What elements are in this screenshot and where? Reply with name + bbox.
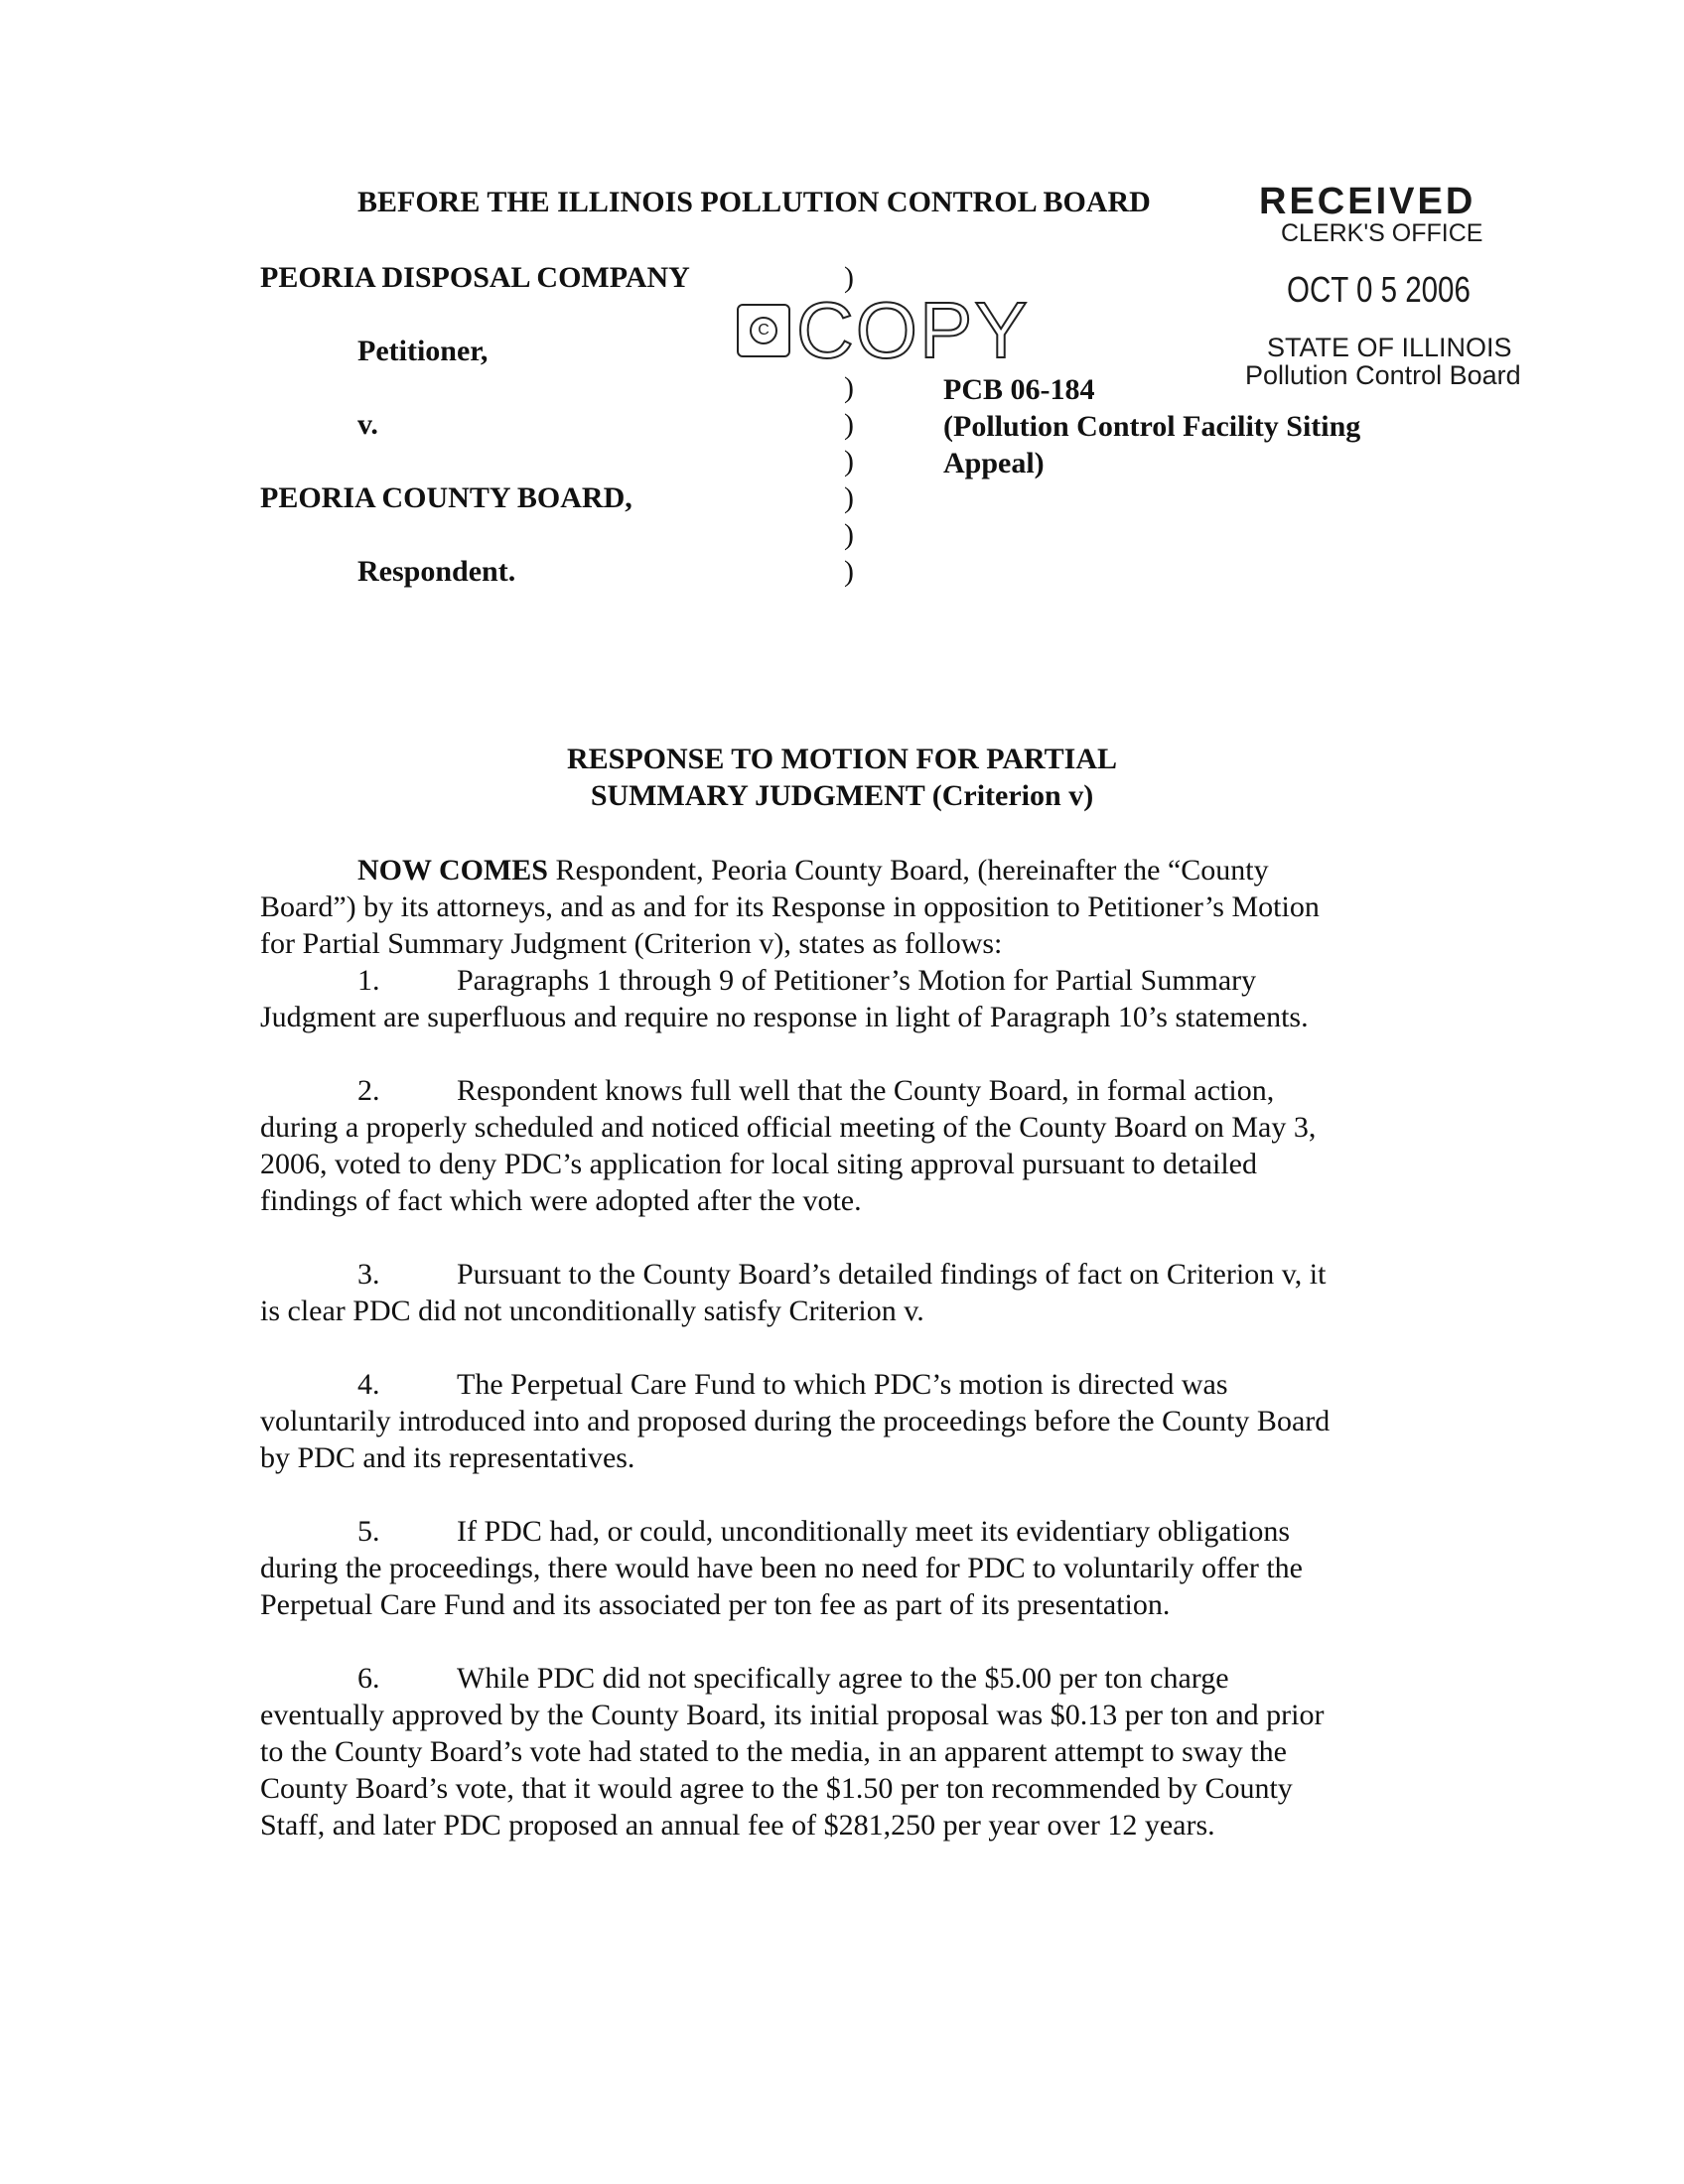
paragraph-number: 2. (357, 1074, 380, 1107)
caption-paren: ) (844, 555, 854, 588)
paragraph-line: Respondent knows full well that the County Board, in formal action, (457, 1074, 1275, 1107)
paragraph-line: during the proceedings, there would have been no need for PDC to voluntarily offer the (260, 1552, 1303, 1584)
paragraph-line: 2006, voted to deny PDC’s application for local siting approval pursuant to detailed (260, 1148, 1257, 1180)
paragraph-line: voluntarily introduced into and proposed during the proceedings before the County Board (260, 1405, 1331, 1437)
paragraph-line: by PDC and its representatives. (260, 1441, 635, 1474)
received-stamp-title: RECEIVED (1259, 181, 1476, 222)
paragraph-line: Pursuant to the County Board’s detailed findings of fact on Criterion v, it (457, 1258, 1327, 1291)
paragraph-number: 6. (357, 1662, 380, 1695)
petitioner-role: Petitioner, (357, 335, 489, 367)
intro-line: Respondent, Peoria County Board, (hereinafter the “County (547, 854, 1269, 887)
paragraph-line: Perpetual Care Fund and its associated per ton fee as part of its presentation. (260, 1588, 1171, 1621)
paragraph-line: is clear PDC did not unconditionally satisfy Criterion v. (260, 1295, 924, 1327)
copy-stamp (737, 286, 1030, 374)
paragraph-line: The Perpetual Care Fund to which PDC’s motion is directed was (457, 1368, 1228, 1401)
intro-line: Board”) by its attorneys, and as and for its Response in opposition to Petitioner’s Motion (260, 890, 1320, 923)
case-number: PCB 06-184 (943, 373, 1095, 406)
copy-stamp-icon-letter: C (750, 317, 777, 344)
intro-paragraph (260, 852, 1432, 962)
paragraph-line: While PDC did not specifically agree to the $5.00 per ton charge (457, 1662, 1229, 1695)
document-title-line1: RESPONSE TO MOTION FOR PARTIAL (566, 743, 1118, 775)
paragraph-number: 1. (357, 964, 380, 997)
paragraph-line: County Board’s vote, that it would agree to the $1.50 per ton recommended by County (260, 1772, 1293, 1805)
received-stamp-board: Pollution Control Board (1245, 360, 1521, 390)
paragraph-line: to the County Board’s vote had stated to the media, in an apparent attempt to sway the (260, 1735, 1287, 1768)
paragraph-line: Staff, and later PDC proposed an annual fee of $281,250 per year over 12 years. (260, 1809, 1215, 1842)
caption-paren: ) (844, 481, 854, 514)
received-stamp-office: CLERK'S OFFICE (1281, 219, 1483, 247)
caption-paren: ) (844, 261, 854, 294)
paragraph-line: during a properly scheduled and noticed official meeting of the County Board on May 3, (260, 1111, 1317, 1144)
petitioner-name: PEORIA DISPOSAL COMPANY (260, 261, 690, 294)
paragraph-number: 3. (357, 1258, 380, 1291)
caption-paren: ) (844, 445, 854, 478)
numbered-paragraph (260, 1072, 1432, 1219)
received-stamp-state: STATE OF ILLINOIS (1267, 333, 1512, 362)
numbered-paragraph (260, 1366, 1432, 1476)
document-title-line2: SUMMARY JUDGMENT (Criterion v) (590, 779, 1094, 812)
paragraph-line: Paragraphs 1 through 9 of Petitioner’s Motion for Partial Summary (457, 964, 1257, 997)
caption-paren: ) (844, 518, 854, 551)
intro-line: for Partial Summary Judgment (Criterion v), states as follows: (260, 927, 1003, 960)
copy-stamp-word: COPY (796, 286, 1030, 374)
caption-paren: ) (844, 371, 854, 404)
court-title: BEFORE THE ILLINOIS POLLUTION CONTROL BOARD (357, 186, 1151, 218)
numbered-paragraph (260, 1513, 1432, 1623)
paragraph-line: Judgment are superfluous and require no response in light of Paragraph 10’s statements. (260, 1001, 1309, 1033)
received-stamp-date: OCT 0 5 2006 (1287, 269, 1471, 310)
numbered-paragraph (260, 962, 1432, 1035)
paragraph-line: findings of fact which were adopted after the vote. (260, 1184, 862, 1217)
versus-label: v. (357, 408, 378, 441)
paragraph-line: eventually approved by the County Board, its initial proposal was $0.13 per ton and prior (260, 1699, 1325, 1731)
paragraph-number: 4. (357, 1368, 380, 1401)
respondent-role: Respondent. (357, 555, 516, 588)
numbered-paragraph (260, 1660, 1432, 1843)
paragraph-number: 5. (357, 1515, 380, 1548)
intro-lead: NOW COMES (357, 854, 548, 887)
copy-stamp-icon (737, 304, 790, 357)
respondent-name: PEORIA COUNTY BOARD, (260, 481, 632, 514)
paragraph-line: If PDC had, or could, unconditionally meet its evidentiary obligations (457, 1515, 1291, 1548)
numbered-paragraph (260, 1256, 1432, 1329)
case-type-line2: Appeal) (943, 447, 1045, 479)
case-type-line1: (Pollution Control Facility Siting (943, 410, 1361, 443)
caption-paren: ) (844, 408, 854, 441)
